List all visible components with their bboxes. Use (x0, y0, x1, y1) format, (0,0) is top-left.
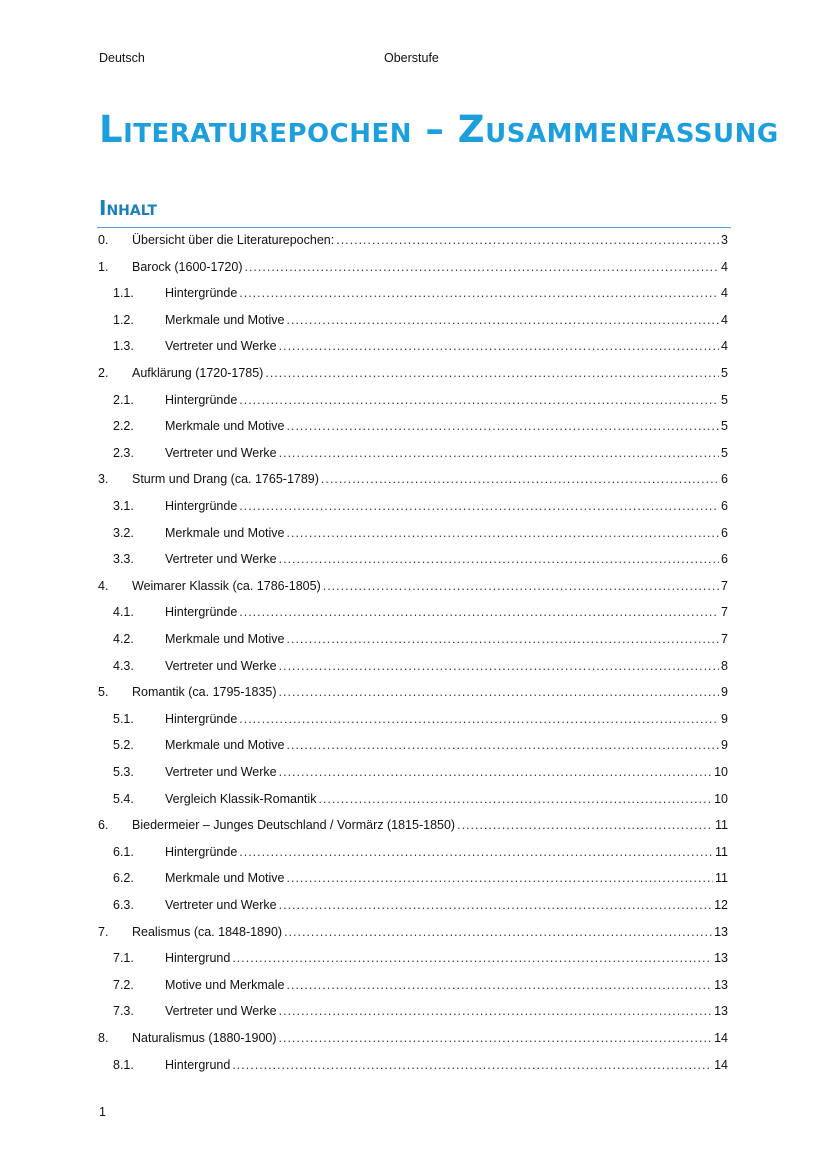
toc-entry-number: 1.1. (113, 286, 134, 301)
toc-entry[interactable] (113, 416, 728, 436)
toc-entry-number: 3.2. (113, 525, 134, 540)
toc-dot-leader (279, 682, 720, 702)
toc-entry-label: Vertreter und Werke (165, 339, 277, 354)
toc-entry-page: 7 (721, 632, 728, 646)
toc-dot-leader (279, 549, 719, 569)
toc-entry-label: Übersicht über die Literaturepochen: (132, 233, 335, 247)
toc-entry[interactable] (98, 576, 728, 596)
toc-entry-page: 5 (721, 445, 728, 460)
toc-dot-leader (239, 602, 719, 622)
toc-entry-number: 4.2. (113, 632, 134, 646)
toc-entry-label: Vertreter und Werke (165, 898, 277, 912)
toc-entry-number: 7.3. (113, 1004, 134, 1019)
toc-dot-leader (323, 576, 719, 596)
toc-dot-leader (232, 1055, 712, 1075)
toc-entry-number: 1.2. (113, 312, 134, 327)
toc-entry[interactable] (98, 469, 728, 489)
toc-dot-leader (279, 336, 719, 356)
toc-entry-label: Merkmale und Motive (165, 419, 285, 434)
toc-dot-leader (279, 656, 719, 676)
toc-entry[interactable] (113, 443, 728, 463)
toc-entry-label: Merkmale und Motive (165, 312, 285, 327)
header-level: Oberstufe (384, 51, 439, 65)
toc-dot-leader (284, 922, 712, 942)
toc-entry-page: 7 (721, 605, 728, 620)
toc-entry[interactable] (113, 868, 728, 888)
toc-entry[interactable] (98, 363, 728, 383)
toc-dot-leader (287, 523, 720, 543)
toc-entry[interactable] (113, 895, 728, 915)
toc-entry[interactable] (113, 602, 728, 622)
toc-entry-number: 4.3. (113, 658, 134, 673)
toc-entry-page: 9 (721, 685, 728, 700)
toc-dot-leader (287, 629, 720, 649)
toc-dot-leader (239, 390, 719, 410)
toc-entry-number: 4.1. (113, 605, 134, 620)
toc-dot-leader (287, 975, 713, 995)
toc-entry-number: 1. (98, 259, 109, 274)
toc-dot-leader (279, 443, 719, 463)
toc-dot-leader (239, 709, 719, 729)
toc-entry-number: 6. (98, 818, 109, 833)
toc-entry[interactable] (98, 682, 728, 702)
toc-heading (99, 195, 157, 221)
page-number: 1 (99, 1105, 106, 1119)
toc-dot-leader (239, 496, 719, 516)
toc-entry[interactable] (113, 762, 728, 782)
toc-heading-text: Inhalt (99, 196, 157, 220)
toc-entry-label: Weimarer Klassik (ca. 1786-1805) (132, 578, 321, 593)
toc-entry-label: Merkmale und Motive (165, 525, 285, 540)
toc-entry-number: 5.4. (113, 791, 134, 806)
toc-entry[interactable] (113, 709, 728, 729)
toc-entry[interactable] (113, 549, 728, 569)
toc-entry[interactable] (113, 1001, 728, 1021)
toc-entry-label: Vergleich Klassik-Romantik (165, 791, 317, 806)
toc-dot-leader (279, 895, 712, 915)
toc-entry-label: Realismus (ca. 1848-1890) (132, 924, 283, 939)
toc-entry-label: Vertreter und Werke (165, 552, 277, 567)
toc-entry[interactable] (113, 310, 728, 330)
toc-entry[interactable] (113, 948, 728, 968)
toc-entry-number: 2.1. (113, 392, 134, 407)
toc-entry-page: 11 (715, 844, 728, 859)
toc-divider (97, 227, 731, 228)
toc-entry-label: Merkmale und Motive (165, 871, 285, 886)
toc-entry[interactable] (113, 789, 728, 809)
toc-entry[interactable] (98, 257, 728, 277)
toc-dot-leader (321, 469, 719, 489)
toc-entry[interactable] (98, 922, 728, 942)
toc-entry-page: 4 (721, 286, 728, 301)
toc-entry-number: 1.3. (113, 339, 134, 354)
toc-entry-page: 9 (721, 738, 728, 753)
toc-entry-page: 14 (714, 1031, 728, 1045)
toc-entry-label: Hintergrund (165, 951, 231, 966)
toc-entry-number: 5. (98, 685, 109, 700)
toc-entry-number: 7.2. (113, 977, 134, 992)
toc-entry-page: 5 (721, 419, 728, 434)
toc-entry[interactable] (113, 283, 728, 303)
toc-entry-page: 12 (714, 898, 728, 912)
toc-entry-page: 4 (721, 259, 728, 274)
toc-dot-leader (232, 948, 712, 968)
toc-dot-leader (457, 815, 713, 835)
toc-entry[interactable] (113, 656, 728, 676)
toc-entry-number: 4. (98, 578, 109, 593)
toc-dot-leader (265, 363, 719, 383)
toc-entry-page: 3 (721, 233, 728, 247)
toc-entry[interactable] (113, 629, 728, 649)
toc-entry-number: 8. (98, 1031, 109, 1045)
toc-entry-label: Hintergründe (165, 392, 238, 407)
toc-dot-leader (287, 310, 720, 330)
toc-entry-label: Sturm und Drang (ca. 1765-1789) (132, 472, 319, 487)
toc-entry-number: 6.1. (113, 844, 134, 859)
toc-entry-page: 11 (715, 871, 728, 886)
toc-entry-page: 13 (714, 1004, 728, 1019)
toc-entry-page: 6 (721, 525, 728, 540)
toc-dot-leader (318, 789, 712, 809)
toc-entry-number: 3.1. (113, 499, 134, 513)
toc-entry-label: Hintergründe (165, 605, 238, 620)
toc-entry-number: 3.3. (113, 552, 134, 567)
toc-dot-leader (239, 842, 713, 862)
toc-entry-label: Hintergründe (165, 286, 238, 301)
toc-entry-page: 4 (721, 339, 728, 354)
toc-entry-label: Biedermeier – Junges Deutschland / Vormärz (1815-1850) (132, 818, 456, 833)
toc-entry[interactable] (98, 230, 728, 250)
toc-entry-label: Motive und Merkmale (165, 977, 285, 992)
toc-entry-page: 10 (714, 765, 728, 779)
toc-entry-label: Barock (1600-1720) (132, 259, 243, 274)
toc-entry-label: Merkmale und Motive (165, 632, 285, 646)
toc-entry-label: Hintergründe (165, 499, 238, 513)
toc-entry-number: 7.1. (113, 951, 134, 966)
toc-entry-page: 5 (721, 366, 728, 380)
toc-entry[interactable] (113, 1055, 728, 1075)
toc-entry-page: 6 (721, 552, 728, 567)
toc-entry-number: 7. (98, 924, 109, 939)
toc-dot-leader (336, 230, 719, 250)
toc-entry-page: 14 (714, 1057, 728, 1072)
toc-dot-leader (287, 735, 720, 755)
toc-entry-page: 8 (721, 658, 728, 673)
toc-entry-number: 0. (98, 233, 109, 247)
toc-entry-label: Hintergrund (165, 1057, 231, 1072)
toc-entry-label: Vertreter und Werke (165, 765, 277, 779)
toc-entry-number: 2. (98, 366, 109, 380)
toc-entry-number: 2.2. (113, 419, 134, 434)
toc-entry-label: Hintergründe (165, 844, 238, 859)
toc-entry-page: 4 (721, 312, 728, 327)
toc-entry-page: 9 (721, 711, 728, 726)
document-title (99, 108, 779, 152)
toc-entry-page: 6 (721, 499, 728, 513)
toc-dot-leader (287, 416, 720, 436)
toc-entry-number: 8.1. (113, 1057, 134, 1072)
toc-entry-number: 2.3. (113, 445, 134, 460)
toc-entry[interactable] (113, 735, 728, 755)
toc-entry-number: 6.2. (113, 871, 134, 886)
toc-entry-number: 5.1. (113, 711, 134, 726)
toc-dot-leader (279, 762, 712, 782)
toc-entry[interactable] (113, 842, 728, 862)
toc-dot-leader (287, 868, 714, 888)
toc-entry-label: Aufklärung (1720-1785) (132, 366, 264, 380)
toc-entry-number: 5.3. (113, 765, 134, 779)
toc-entry[interactable] (113, 975, 728, 995)
toc-entry-page: 6 (721, 472, 728, 487)
toc-entry-page: 13 (714, 977, 728, 992)
toc-entry[interactable] (113, 496, 728, 516)
document-title-text: Literaturepochen – Zusammenfassung (99, 108, 779, 151)
toc-dot-leader (239, 283, 719, 303)
toc-entry-label: Vertreter und Werke (165, 445, 277, 460)
toc-entry-label: Hintergründe (165, 711, 238, 726)
toc-entry[interactable] (98, 1028, 728, 1048)
toc-entry-label: Naturalismus (1880-1900) (132, 1031, 277, 1045)
toc-entry-page: 13 (714, 924, 728, 939)
toc-entry[interactable] (113, 390, 728, 410)
header-subject: Deutsch (99, 51, 145, 65)
toc-entry-page: 10 (714, 791, 728, 806)
toc-entry[interactable] (113, 523, 728, 543)
toc-entry-page: 11 (715, 818, 728, 833)
toc-dot-leader (279, 1028, 713, 1048)
toc-entry-number: 6.3. (113, 898, 134, 912)
toc-entry-number: 3. (98, 472, 109, 487)
toc-entry[interactable] (98, 815, 728, 835)
toc-entry-label: Vertreter und Werke (165, 1004, 277, 1019)
toc-entry-page: 5 (721, 392, 728, 407)
toc-entry-label: Merkmale und Motive (165, 738, 285, 753)
toc-dot-leader (244, 257, 719, 277)
toc-entry-page: 7 (721, 578, 728, 593)
toc-entry-page: 13 (714, 951, 728, 966)
toc-entry-number: 5.2. (113, 738, 134, 753)
toc-dot-leader (279, 1001, 712, 1021)
toc-entry-label: Vertreter und Werke (165, 658, 277, 673)
toc-entry-label: Romantik (ca. 1795-1835) (132, 685, 277, 700)
toc-entry[interactable] (113, 336, 728, 356)
